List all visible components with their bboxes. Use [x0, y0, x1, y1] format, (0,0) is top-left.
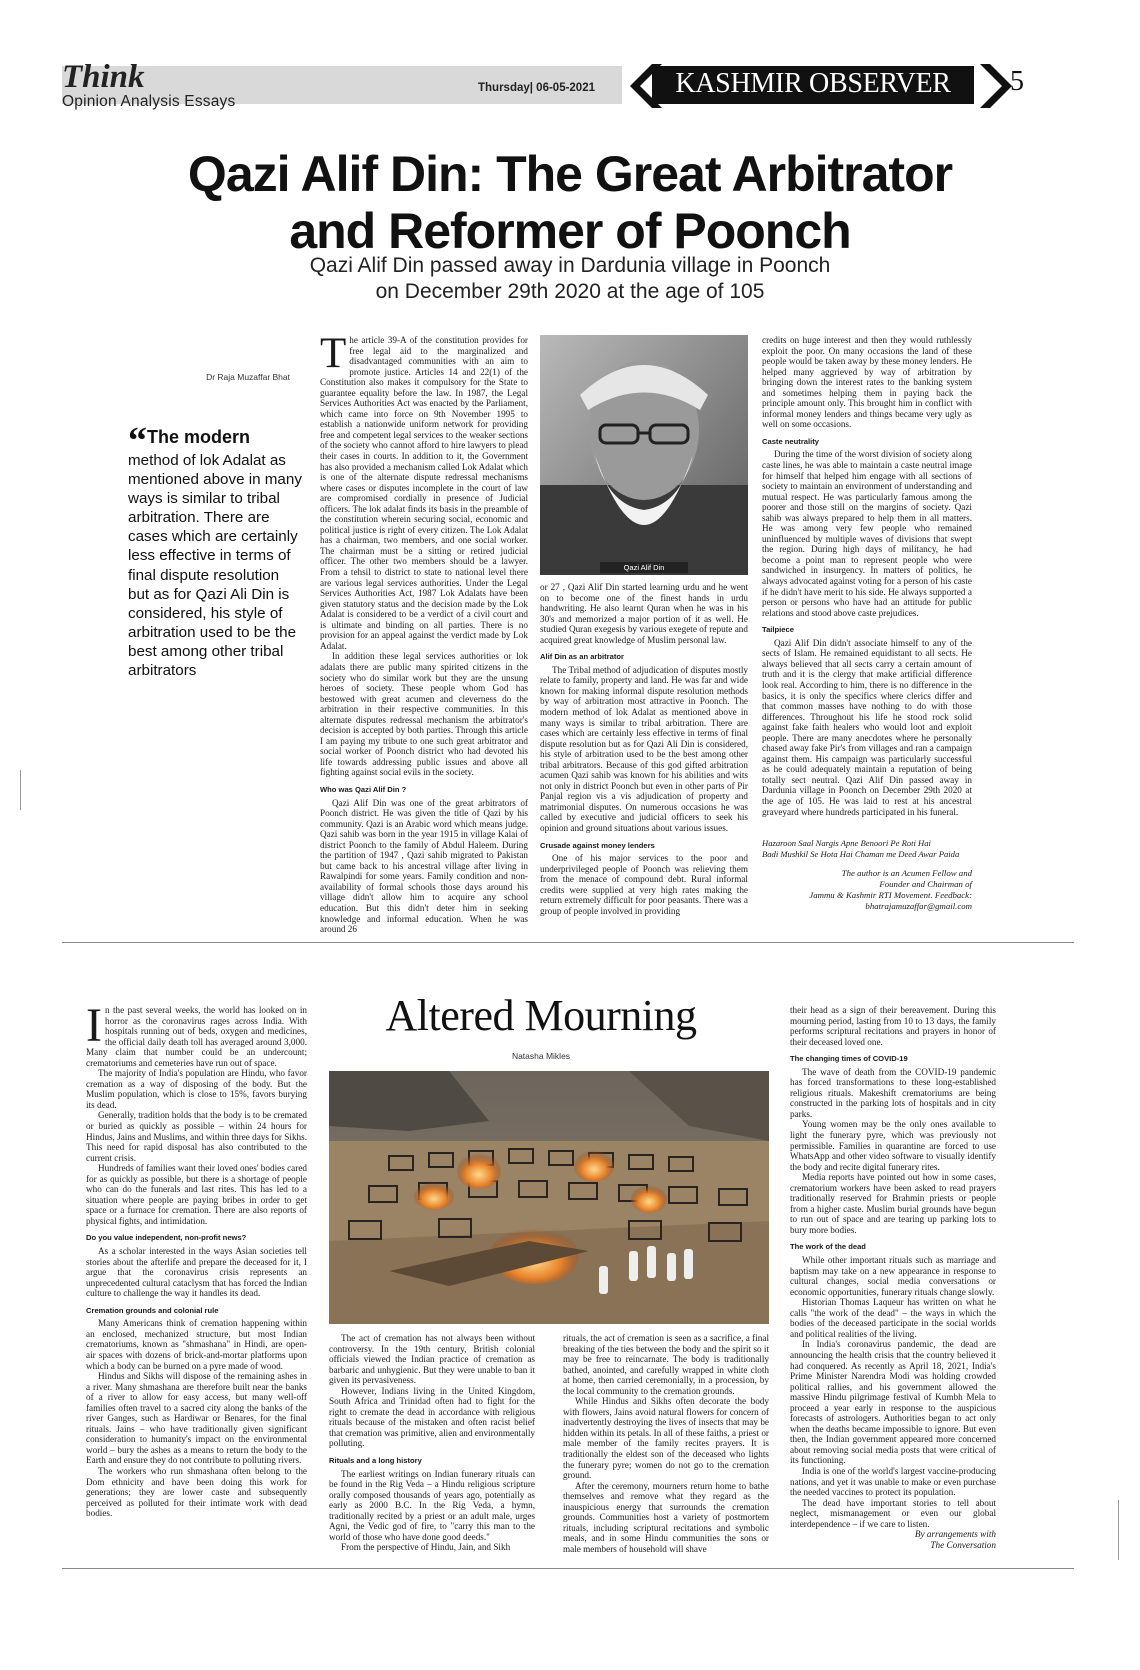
article1-subtitle-line1: Qazi Alif Din passed away in Dardunia village in Poonch: [309, 254, 831, 277]
section-title: Think: [62, 59, 145, 95]
paragraph: During the time of the worst division of society along caste lines, he was able to maintain a caste neutral image for himself that helped him engage with all sections of society to maintain an environment of understanding and mutual respect. He was particularly famous among the poorer and those still on the margins of society. Qazi sahib was always prepared to help them in all matters. He was among very few people who remained uninfluenced by multiple waves of divisions that swept the region. During high days of militancy, he had become a point man to represent people who were sandwiched in insurgency. In matters of politics, he always advocated against voting for a person of his caste if he didn't have merit to his side. He always supported a person or persons who have had an attitude for public relations and stood above caste prejudices.: [762, 449, 972, 618]
paragraph: or 27 , Qazi Alif Din started learning urdu and he went on to become one of the finest hands in urdu handwriting. He also learnt Quran when he was in his 30's and memorized a major portion of it as well. He studied Quran exegesis by various exegete of repute and acquired great knowledge of Muslim personal law.: [540, 582, 748, 645]
cremation-image: [329, 1071, 769, 1324]
bottom-rule: [62, 1568, 1074, 1569]
article2-column-1: [86, 1005, 307, 1560]
article2-title: Altered Mourning: [385, 991, 697, 1040]
paragraph: India is one of the world's largest vaccine-producing nations, and yet it was unable to make or even purchase the needed vaccines to protect its population.: [790, 1465, 996, 1498]
issue-date: Thursday| 06-05-2021: [478, 82, 595, 94]
subheading: The work of the dead: [790, 1242, 866, 1252]
drop-cap: T: [320, 335, 347, 377]
margin-mark: [20, 770, 21, 810]
article1-title-line2: and Reformer of Poonch: [289, 203, 851, 259]
paragraph: Historian Thomas Laqueur has written on what he calls "the work of the dead" – the ways in which the bodies of the deceased participate in the social worlds and political realities of the living.: [790, 1297, 996, 1339]
paragraph: rituals, the act of cremation is seen as a sacrifice, a final breaking of the ties between the body and the spirit so it may be free to reincarnate. The body is traditionally bathed, anointed, and carefully wrapped in white cloth at home, then carried ceremonially, in a procession, by the local community to the cremation grounds.: [563, 1333, 769, 1396]
margin-mark: [1118, 1500, 1119, 1560]
paragraph: Qazi Alif Din didn't associate himself to any of the sects of Islam. He remained equidistant to all sects. He always believed that all sects carry a certain amount of truth and it is the clergy that make artificial difference look real. According to him, there is no difference in the basics, it is only the specifics where clerics differ and that common masses have nothing to do with those differences. Throughout his life he stood rock solid against fake faith healers who would loot and exploit people. There are many anecdotes where he personally chased away fake Pir's from villages and ran a campaign against them. His campaign was particularly successful as he could adequately maintain a reputation of being totally sect neutral. Qazi Alif Din passed away in Dardunia village in Poonch on December 29th 2020 at the age of 105. He was laid to rest at his ancestral graveyard where hundreds participated in his funeral.: [762, 637, 972, 817]
subheading: Do you value independent, non-profit news?: [86, 1233, 247, 1243]
subheading: Cremation grounds and colonial rule: [86, 1305, 219, 1315]
verse-line: Badi Mushkil Se Hota Hai Chaman me Deed Awar Paida: [762, 849, 960, 859]
author-note-line: Founder and Chairman of: [879, 879, 972, 889]
paragraph: Hundreds of families want their loved ones' bodies cared for as quickly as possible, but there is a shortage of people who can do the funerals and last rites. This has led to a situation where people are paying bribes in order to get space or a furnace for cremation. There are also reports of physical fights, and intimidation.: [86, 1163, 307, 1226]
paragraph: The Tribal method of adjudication of disputes mostly relate to family, property and land. He was far and wide known for making informal dispute resolution methods by way of arbitration most attractive in Poonch. The modern method of lok Adalat as mentioned above in many ways is similar to tribal arbitration. There are cases which are certainly less effective in terms of final dispute resolution but as for Qazi Ali Din is considered, his style of arbitration used to be the best among other tribal arbitrators. Because of this god gifted arbitration acumen Qazi sahib was known for his abilities and wits not only in district Poonch but even in other parts of Pir Panjal region vis a vis adjudication of property and matrimonial disputes. On numerous occasions he was called by executive and judicial officers to seek his opinion and ground situations about various issues.: [540, 664, 748, 834]
author-note-line: Jammu & Kashmir RTI Movement. Feedback:: [809, 890, 972, 900]
paragraph: Young women may be the only ones available to light the funerary pyre, which was previously not permissible. Families in quarantine are forced to use WhatsApp and other video software to visually identify the body and recite digital funerary rites.: [790, 1119, 996, 1172]
subheading: Alif Din as an arbitrator: [540, 652, 624, 662]
article1-column-1: [320, 335, 528, 935]
portrait-photo: [540, 335, 748, 575]
signature-line: The Conversation: [930, 1539, 996, 1550]
paragraph: The dead have important stories to tell about neglect, mismanagement or even our global interdependence – if we care to listen.: [790, 1497, 996, 1529]
paragraph: The earliest writings on Indian funerary rituals can be found in the Rig Veda – a Hindu religious scripture orally composed thousands of years ago, potentially as early as 2000 B.C. In the Rig Veda, a hymn, traditionally recited by a priest or an adult male, urges Agni, the Vedic god of fire, to "carry this man to the world of those who have done good deeds.": [329, 1468, 535, 1542]
paragraph: One of his major services to the poor and underprivileged people of Poonch was relieving them from the menace of compound debt. Rural informal credits were supplied at very high rates making the return extremely difficult for poor peasants. There was a group of people involved in providing: [540, 853, 748, 916]
paragraph: credits on huge interest and then they would ruthlessly exploit the poor. On many occasions the land of these people would be taken away by these money lenders. He helped many aggrieved by way of arbitration by bringing down the interest rates to the banking system and sometimes helping them in paying back the principle amount only. This brought him in conflict with informal money lenders and things became very ugly as well on some occasions.: [762, 335, 972, 430]
paragraph: The act of cremation has not always been without controversy. In the 19th century, British colonial officials viewed the Indian practice of cremation as barbaric and unhygienic. But they were unable to ban it given its pervasiveness.: [329, 1333, 535, 1386]
paragraph: In India's coronavirus pandemic, the dead are announcing the health crisis that the country believed it had conquered. As recently as April 18, 2021, India's Prime Minister Narendra Modi was holding crowded political rallies, and his government allowed the massive Hindu pilgrimage festival of Kumbh Mela to proceed a year early in response to the auspicious forecasts of astrologers. Authorities began to act only when the deaths became impossible to ignore. But even then, the Indian government appeared more concerned about removing social media posts that were critical of its functioning.: [790, 1339, 996, 1466]
paragraph: Generally, tradition holds that the body is to be cremated or buried as quickly as possible – within 24 hours for Hindus, Jains and Muslims, and within three days for Sikhs. This need for rapid disposal has also contributed to the current crisis.: [86, 1110, 307, 1163]
article1-subtitle-line2: on December 29th 2020 at the age of 105: [375, 280, 765, 303]
subheading: Rituals and a long history: [329, 1456, 422, 1466]
pull-quote: [128, 420, 303, 680]
article1-subtitle: [150, 253, 990, 305]
article1-title-line1: Qazi Alif Din: The Great Arbitrator: [187, 146, 953, 202]
photo-caption: Qazi Alif Din: [600, 562, 688, 573]
subheading: Tailpiece: [762, 625, 794, 635]
verse: [762, 838, 972, 860]
paragraph: As a scholar interested in the ways Asian societies tell stories about the afterlife and prepare the deceased for it, I argue that the coronavirus crisis represents an unprecedented cultural cataclysm that has forced the Indian culture to challenge the way it handles its dead.: [86, 1246, 307, 1299]
paragraph: From the perspective of Hindu, Jain, and Sikh: [341, 1542, 511, 1553]
pull-quote-lead: The modern: [147, 427, 251, 447]
cremation-photo: [329, 1071, 769, 1324]
subheading: The changing times of COVID-19: [790, 1054, 908, 1064]
paragraph: Media reports have pointed out how in some cases, crematorium workers have been asked to read prayers traditionally reserved for Brahmin priests or people from a higher caste. Muslim burial grounds have begun to run out of space and are tearing up parking lots to bury more bodies.: [790, 1172, 996, 1235]
author-email: bhatrajamuzaffar@gmail.com: [865, 901, 972, 911]
article1-byline: Dr Raja Muzaffar Bhat: [206, 372, 290, 382]
article2-byline: Natasha Mikles: [511, 1051, 571, 1061]
article2-column-4: [790, 1005, 996, 1550]
page-number: 5: [1010, 66, 1024, 97]
paragraph: their head as a sign of their bereavement. During this mourning period, lasting from 10 to 13 days, the family performs scriptural recitations and prayers in honor of their deceased loved one.: [790, 1005, 996, 1047]
signature-line: By arrangements with: [914, 1529, 996, 1540]
author-note-line: The author is an Acumen Fellow and: [841, 868, 972, 878]
paragraph: While other important rituals such as marriage and baptism may take on a new appearance in response to cultural changes, social media conversations or economic opportunities, funerary rituals change slowly.: [790, 1255, 996, 1297]
masthead: [62, 59, 1074, 112]
paragraph: Qazi Alif Din was one of the great arbitrators of Poonch district. He was given the title of Qazi by his community. Qazi is an Arabic word which means judge. Qazi sahib was born in the year 1915 in village Kalai of district Poonch to the family of Abdul Haleem. During the partition of 1947 , Qazi sahib migrated to Pakistan but came back to his ancestral village after living in Rawalpindi for some years. Family condition and non-availability of formal schools those days around his village didn't allow him to acquire any school education. But this didn't deter him in seeking knowledge and informal education. When he was around 26: [320, 797, 528, 935]
article1-column-2: [540, 582, 748, 935]
article-divider: [62, 942, 1074, 943]
paragraph: The majority of India's population are Hindu, who favor cremation as a way of disposing of the body. But the Muslim population, which is close to 15%, favors burying its dead.: [86, 1068, 307, 1110]
paragraph: In addition these legal services authorities or lok adalats there are public many spirited citizens in the society who do similar work but they are the unsung heroes of society. These people whom God has bestowed with great acumen and cleverness do the arbitration in their respective communities. In this alternate disputes redressal mechanism the arbitrator's decision is accepted by both parties. Through this article I am paying my tribute to one such great arbitrator and social worker of Poonch district who had devoted his life towards addressing public issues and above all fighting against social evils in the society.: [320, 651, 528, 778]
quote-mark-icon: “: [128, 420, 147, 462]
paragraph: he article 39-A of the constitution provides for free legal aid to the marginalized and disadvantaged communities with an aim to promote justice. Articles 14 and 22(1) of the Constitution also makes it compulsory for the State to guarantee equality before the law. In 1987, the Legal Services Authorities Act was enacted by the Parliament, which came into force on 9th November 1995 to establish a nationwide uniform network for providing free and competent legal services to the weaker sections of the society who cannot afford to hire lawyers to plead their cases in courts. In addition to it, the Government has also provided a mechanism called Lok Adalat which is one of the alternate dispute redressal mechanisms where cases or disputes incomplete in the court of law are compromised cordially in presence of Judicial officers. The lok adalat finds its basis in the preamble of the constitution wherein securing social, economic and political justice is right of every citizen. The Lok Adalat has a chairman, two members, and one social worker. The chairman must be a sitting or retired judicial officer. The other two members should be a lawyer. From a tehsil to district to state to national level there are various legal services authorities. Under the Legal Services Authorities Act, 1987 Lok Adalats have been given statutory status and the decision made by the Lok Adalat is considered to be a verdict of a civil court and is ultimate and binding on all parties. There is no provision for an appeal against the verdict made by Lok Adalat.: [320, 335, 528, 651]
article1-column-3: [762, 335, 972, 835]
paragraph: However, Indians living in the United Kingdom, South Africa and Trinidad often had to fight for the right to cremate the dead in accordance with religious rituals because of the mistaken and often racist belief that cremation was primitive, alien and environmentally polluting.: [329, 1385, 535, 1449]
article1-title: [150, 146, 990, 260]
section-subtitle: Opinion Analysis Essays: [62, 93, 236, 110]
article2-column-3: [563, 1333, 769, 1553]
paragraph: The wave of death from the COVID-19 pandemic has forced transformations to these long-established religious rituals. Makeshift crematoriums are being constructed in the parking lots of hospitals and in city parks.: [790, 1066, 996, 1119]
subheading: Caste neutrality: [762, 436, 819, 446]
subheading: Who was Qazi Alif Din ?: [320, 784, 407, 794]
paper-name: KASHMIR OBSERVER: [675, 68, 951, 99]
paragraph: After the ceremony, mourners return home to bathe themselves and remove what they regard as the inauspicious energy that surrounds the cremation grounds. Communities host a variety of postmortem rituals, including scriptural recitations and symbolic meals, and in some Hindu communities the sons or male members of household will shave: [563, 1480, 769, 1553]
paragraph: While Hindus and Sikhs often decorate the body with flowers, Jains avoid natural flowers for concern of inadvertently destroying the lives of insects that may be hidden within its petals. In all of these faiths, a priest or male member of the family recites prayers. It is traditionally the eldest son of the deceased who lights the funerary pyre; women do not go to the cremation ground.: [563, 1396, 769, 1481]
paragraph: The workers who run shmashana often belong to the Dom ethnicity and have been doing this work for generations; they are lower caste and subsequently perceived as polluted for their intimate work with dead bodies.: [86, 1465, 307, 1519]
pull-quote-text: method of lok Adalat as mentioned above in many ways is similar to tribal arbitration. There are cases which are certainly less effective in terms of final dispute resolution but as for Qazi Ali Din is considered, his style of arbitration used to be the best among other tribal arbitrators: [128, 452, 302, 680]
subheading: Crusade against money lenders: [540, 840, 655, 850]
verse-line: Hazaroon Saal Nargis Apne Benoori Pe Roti Hai: [762, 838, 931, 848]
article2-column-2: [329, 1333, 535, 1553]
paragraph: Hindus and Sikhs will dispose of the remaining ashes in a river. Many shmashana are therefore built near the banks of a river to allow for easy access, but many well-off families often travel to a sacred city along the banks of the river Ganges, such as Hardiwar or Benares, for the final rituals. Jains – who have traditionally given significant consideration to humanity's impact on the environmental world – bury the ashes as a means to return the body to the Earth and ensure they do not contribute to polluting rivers.: [86, 1371, 307, 1466]
drop-cap: I: [86, 1005, 102, 1052]
paragraph: n the past several weeks, the world has looked on in horror as the coronavirus rages across India. With hospitals running out of beds, oxygen and medicines, the official daily death toll has averaged around 3,000. Many claim that number could be an undercount; crematoriums and cemeteries have run out of space.: [86, 1005, 307, 1068]
author-note: [762, 868, 972, 912]
portrait-image: [540, 335, 748, 575]
paragraph: Many Americans think of cremation happening within an enclosed, mechanized structure, but most Indian crematoriums, known as "shmashana" in Hindi, are open-air spaces with dozens of brick-and-mortar platforms upon which a body can be burned on a pyre made of wood.: [86, 1318, 307, 1371]
